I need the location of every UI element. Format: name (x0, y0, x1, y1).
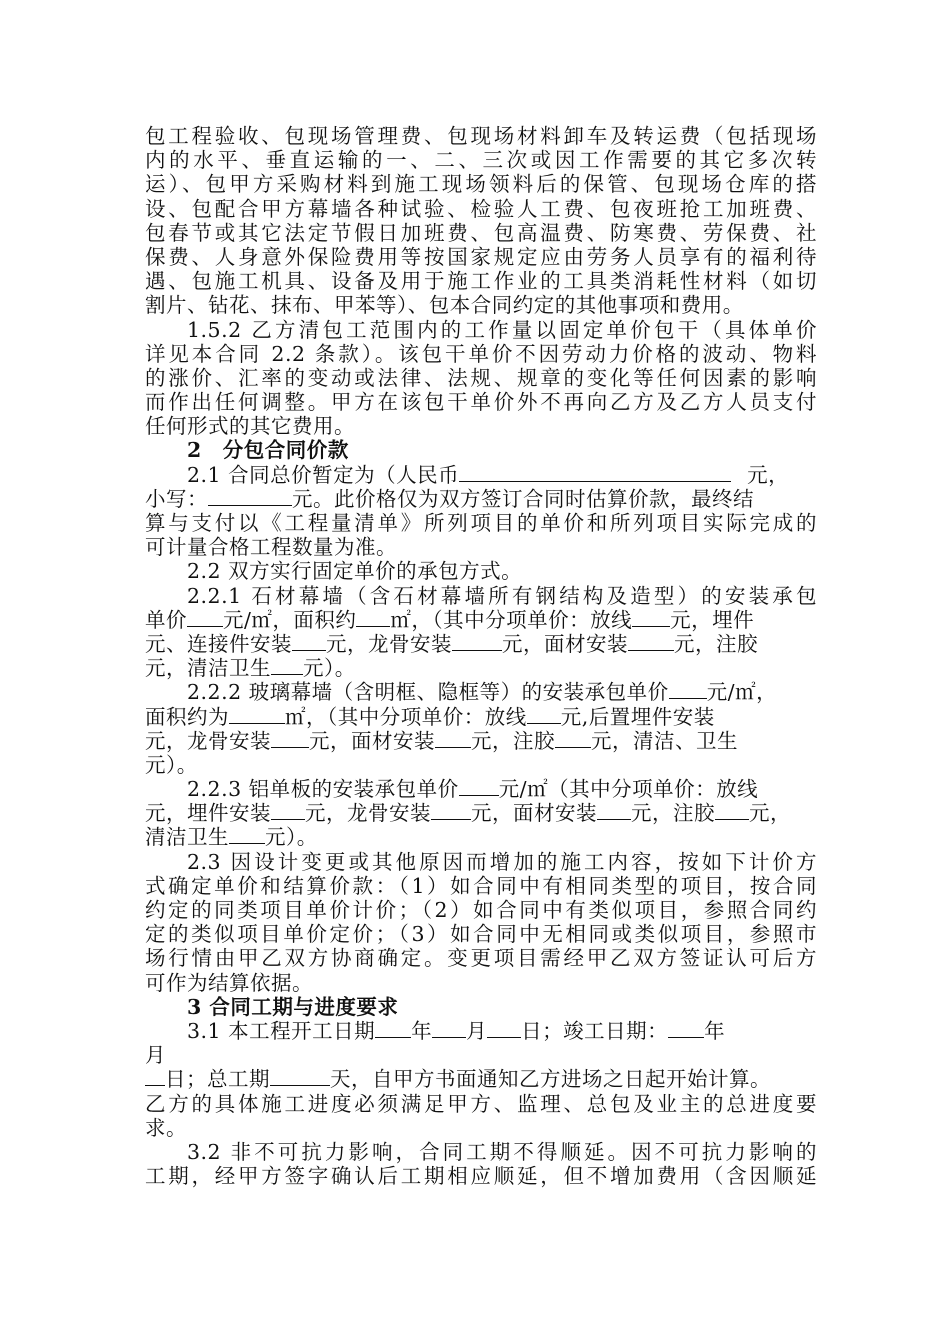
text-fragment: 年 (411, 1018, 433, 1043)
blank-field (356, 608, 390, 627)
text-fragment: 元，面材安装 (471, 801, 597, 826)
text-fragment: 元，清洁卫生 (145, 656, 271, 681)
text-fragment: 日；总工期 (165, 1067, 270, 1092)
clause-1-5-2: 1.5.2 乙方清包工范围内的工作量以固定单价包干（具体单价 (187, 317, 817, 342)
body-line: 场行情由甲乙双方协商确定。变更项目需经甲乙双方签证认可后方 (145, 946, 817, 971)
text-fragment: 2.1 合同总价暂定为（人民币 (187, 462, 460, 487)
blank-field (271, 729, 309, 748)
body-line (145, 1067, 817, 1091)
blank-field (628, 632, 674, 651)
text-fragment: 单价 (145, 607, 187, 632)
text-fragment: 元，龙骨安装 (145, 728, 271, 753)
text-fragment: 元，龙骨安装 (305, 801, 431, 826)
blank-field (375, 1019, 411, 1038)
text-fragment: 日；竣工日期： (521, 1018, 669, 1043)
blank-field (431, 801, 471, 820)
section-heading-3: 3 合同工期与进度要求 (187, 994, 399, 1019)
text-fragment: 元。此价格仅为双方签订合同时估算价款，最终结 (292, 486, 754, 511)
text-fragment: 元， (747, 462, 790, 487)
body-line: 包春节或其它法定节假日加班费、包高温费、防寒费、劳保费、社 (145, 220, 817, 245)
text-fragment: 元）。 (265, 825, 318, 850)
blank-field (555, 729, 591, 748)
blank-field (432, 1019, 466, 1038)
clause-2-1 (145, 463, 817, 487)
text-fragment: 元,后置埋件安装 (560, 704, 715, 729)
body-line: 工期，经甲方签字确认后工期相应顺延，但不增加费用（含因顺延 (145, 1164, 817, 1189)
text-fragment: 元/㎡（其中分项单价：放线 (498, 777, 759, 802)
blank-field (459, 777, 499, 796)
text-fragment: 元， (749, 801, 791, 826)
blank-field (632, 608, 670, 627)
body-line: 式确定单价和结算价款：（1）如合同中有相同类型的项目，按合同 (145, 873, 817, 898)
clause-2-2: 2.2 双方实行固定单价的承包方式。 (187, 559, 523, 584)
text-fragment: 元，面材安装 (502, 631, 628, 656)
text-fragment: 元/㎡， (706, 680, 778, 705)
blank-field (271, 801, 305, 820)
text-fragment: 清洁卫生 (145, 825, 229, 850)
clause-2-2-3 (145, 777, 817, 801)
blank-field (597, 801, 631, 820)
blank-field (145, 1067, 165, 1086)
body-line: 可作为结算依据。 (145, 970, 313, 995)
text-fragment: 元，面材安装 (309, 728, 435, 753)
text-fragment: 元，埋件安装 (145, 801, 271, 826)
text-fragment: 3.1 本工程开工日期 (187, 1018, 376, 1043)
body-line: 而作出任何调整。甲方在该包干单价外不再向乙方及乙方人员支付 (145, 390, 817, 415)
body-line: 包工程验收、包现场管理费、包现场材料卸车及转运费（包括现场 (145, 124, 817, 148)
blank-field (187, 608, 223, 627)
text-fragment: 年 (704, 1018, 726, 1043)
clause-2-3: 2.3 因设计变更或其他原因而增加的施工内容，按如下计价方 (187, 849, 817, 874)
clause-2-2-1: 2.2.1 石材幕墙（含石材幕墙所有钢结构及造型）的安装承包 (187, 583, 817, 608)
body-line: 保费、人身意外保险费用等按国家规定应由劳务人员享有的福利待 (145, 244, 817, 269)
blank-field (459, 463, 731, 482)
blank-field (452, 632, 502, 651)
section-heading-2: 2 分包合同价款 (187, 438, 349, 463)
text-fragment: 天，自甲方书面通知乙方进场之日起开始计算。 (330, 1067, 771, 1092)
blank-field (229, 705, 285, 724)
text-fragment: 面积约为 (145, 704, 229, 729)
body-line (145, 705, 817, 729)
text-fragment: 元）。 (303, 656, 356, 681)
body-line: 割片、钻花、抹布、甲苯等）、包本合同约定的其他事项和费用。 (145, 293, 744, 318)
body-line: 算与支付以《工程量清单》所列项目的单价和所列项目实际完成的 (145, 511, 817, 535)
clause-3-1 (145, 1019, 817, 1043)
body-line: 的涨价、汇率的变动或法律、法规、规章的变化等任何因素的影响 (145, 365, 817, 390)
body-line: 设、包配合甲方幕墙各种试验、检验人工费、包夜班抢工加班费、 (145, 196, 817, 221)
text-fragment: 元，注胶 (471, 728, 555, 753)
body-line (145, 487, 817, 511)
blank-field (270, 1067, 330, 1086)
blank-field (292, 632, 326, 651)
clause-3-2: 3.2 非不可抗力影响，合同工期不得顺延。因不可抗力影响的 (187, 1139, 817, 1164)
text-fragment: 元，龙骨安装 (326, 631, 452, 656)
body-line: 详见本合同 2.2 条款）。该包干单价不因劳动力价格的波动、物料 (145, 341, 817, 366)
body-line: 约定的同类项目单价计价；（2）如合同中有类似项目，参照合同约 (145, 898, 817, 922)
contract-body (145, 124, 817, 1188)
text-fragment: 小写： (145, 486, 208, 511)
blank-field (669, 680, 707, 699)
text-fragment: 元，注胶 (674, 631, 758, 656)
body-line (145, 801, 817, 825)
body-line: 月 (145, 1043, 166, 1068)
body-line: 任何形式的其它费用。 (145, 414, 355, 439)
text-fragment: 月 (466, 1018, 488, 1043)
body-line: 乙方的具体施工进度必须满足甲方、监理、总包及业主的总进度要 (145, 1091, 817, 1116)
body-line: 运）、包甲方采购材料到施工现场领料后的保管、包现场仓库的搭 (145, 172, 817, 197)
text-fragment: 元，清洁、卫生 (591, 728, 738, 753)
text-fragment: ㎡，（其中分项单价：放线 (390, 607, 633, 632)
text-fragment: 元，埋件 (670, 607, 755, 632)
blank-field (229, 825, 265, 844)
blank-field (487, 1019, 521, 1038)
text-fragment: 2.2.2 玻璃幕墙（含明框、隐框等）的安装承包单价 (187, 680, 669, 705)
body-line: 元）。 (145, 752, 198, 777)
blank-field (435, 729, 471, 748)
body-line (145, 825, 817, 849)
blank-field (271, 656, 303, 675)
body-line: 内的水平、垂直运输的一、二、三次或因工作需要的其它多次转 (145, 148, 817, 173)
body-line (145, 632, 817, 656)
text-fragment: 元、连接件安装 (145, 631, 292, 656)
blank-field (208, 487, 292, 506)
body-line (145, 729, 817, 753)
text-fragment: 元/㎡，面积约 (223, 607, 357, 632)
text-fragment: 2.2.3 铝单板的安装承包单价 (187, 777, 459, 802)
blank-field (668, 1019, 704, 1038)
blank-field (527, 705, 561, 724)
body-line: 可计量合格工程数量为准。 (145, 535, 397, 560)
body-line: 求。 (145, 1115, 187, 1140)
text-fragment: ㎡，（其中分项单价：放线 (285, 704, 527, 729)
blank-field (715, 801, 749, 820)
body-line (145, 656, 817, 680)
body-line (145, 608, 817, 632)
clause-2-2-2 (145, 680, 817, 704)
body-line: 遇、包施工机具、设备及用于施工作业的工具类消耗性材料（如切 (145, 269, 817, 294)
body-line: 定的类似项目单价定价；（3）如合同中无相同或类似项目，参照市 (145, 922, 817, 947)
text-fragment: 元，注胶 (631, 801, 715, 826)
